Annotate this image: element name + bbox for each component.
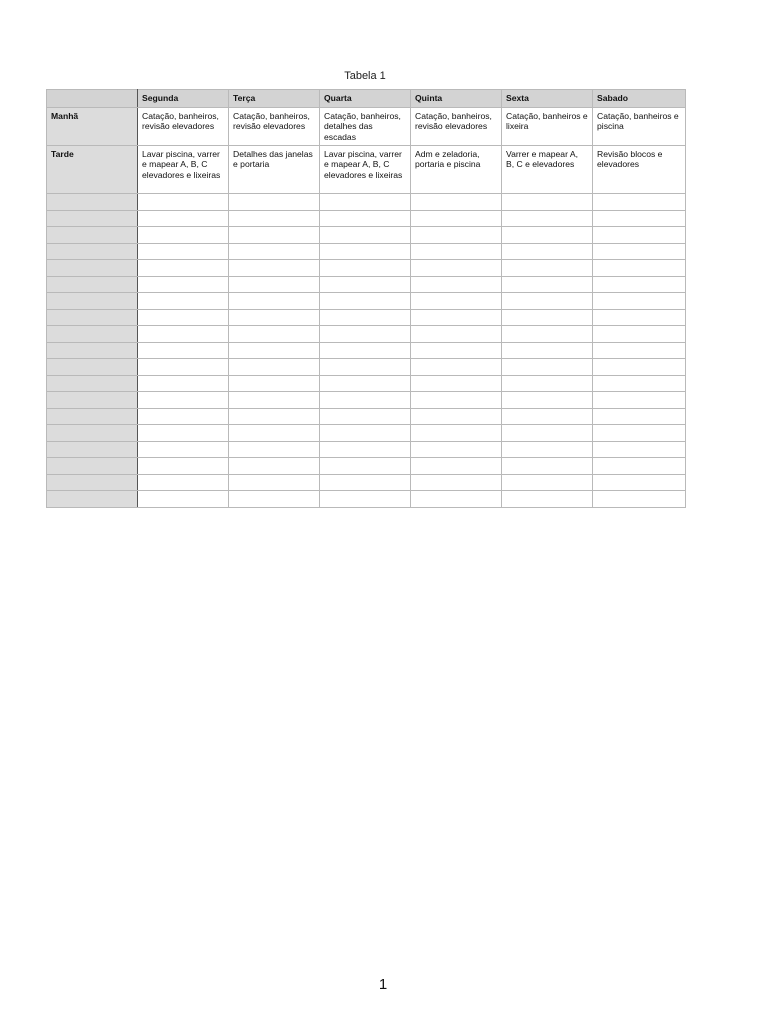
empty-row-label-cell[interactable] xyxy=(47,309,138,326)
header-corner-cell[interactable] xyxy=(47,90,138,108)
empty-table-cell[interactable] xyxy=(320,491,411,508)
empty-table-row xyxy=(47,326,686,343)
empty-table-cell[interactable] xyxy=(138,375,229,392)
empty-table-cell[interactable] xyxy=(320,326,411,343)
empty-table-row xyxy=(47,458,686,475)
empty-table-cell[interactable] xyxy=(138,425,229,442)
empty-table-cell[interactable] xyxy=(411,227,502,244)
empty-table-row xyxy=(47,260,686,277)
page-number: 1 xyxy=(378,976,388,993)
empty-table-cell[interactable] xyxy=(411,326,502,343)
table-cell[interactable]: Detalhes das janelas e portaria xyxy=(229,146,320,194)
empty-table-cell[interactable] xyxy=(320,260,411,277)
table-cell[interactable]: Lavar piscina, varrer e mapear A, B, C elevadores e lixeiras xyxy=(320,146,411,194)
empty-table-cell[interactable] xyxy=(593,194,686,211)
empty-table-row xyxy=(47,276,686,293)
empty-table-cell[interactable] xyxy=(138,243,229,260)
empty-table-cell[interactable] xyxy=(593,326,686,343)
empty-table-cell[interactable] xyxy=(502,309,593,326)
empty-table-cell[interactable] xyxy=(502,293,593,310)
header-cell-quinta[interactable]: Quinta xyxy=(411,90,502,108)
empty-table-cell[interactable] xyxy=(229,458,320,475)
empty-table-cell[interactable] xyxy=(411,474,502,491)
empty-table-cell[interactable] xyxy=(502,408,593,425)
table-cell[interactable]: Varrer e mapear A, B, C e elevadores xyxy=(502,146,593,194)
empty-table-cell[interactable] xyxy=(502,243,593,260)
empty-row-label-cell[interactable] xyxy=(47,425,138,442)
table-cell[interactable]: Adm e zeladoria, portaria e piscina xyxy=(411,146,502,194)
empty-table-cell[interactable] xyxy=(593,293,686,310)
empty-row-label-cell[interactable] xyxy=(47,392,138,409)
empty-table-cell[interactable] xyxy=(138,474,229,491)
empty-table-cell[interactable] xyxy=(593,243,686,260)
empty-table-cell[interactable] xyxy=(320,441,411,458)
empty-table-cell[interactable] xyxy=(320,227,411,244)
empty-table-cell[interactable] xyxy=(593,342,686,359)
empty-table-cell[interactable] xyxy=(229,260,320,277)
empty-table-cell[interactable] xyxy=(320,425,411,442)
table-cell[interactable]: Revisão blocos e elevadores xyxy=(593,146,686,194)
empty-table-cell[interactable] xyxy=(229,293,320,310)
empty-table-row xyxy=(47,441,686,458)
empty-row-label-cell[interactable] xyxy=(47,342,138,359)
empty-table-row xyxy=(47,210,686,227)
empty-table-cell[interactable] xyxy=(229,342,320,359)
header-cell-sexta[interactable]: Sexta xyxy=(502,90,593,108)
table-cell[interactable]: Catação, banheiros e lixeira xyxy=(502,108,593,146)
table-cell[interactable]: Catação, banheiros, revisão elevadores xyxy=(229,108,320,146)
empty-table-cell[interactable] xyxy=(593,309,686,326)
empty-table-cell[interactable] xyxy=(320,194,411,211)
table-cell[interactable]: Catação, banheiros e piscina xyxy=(593,108,686,146)
header-cell-sabado[interactable]: Sabado xyxy=(593,90,686,108)
empty-table-cell[interactable] xyxy=(593,359,686,376)
empty-row-label-cell[interactable] xyxy=(47,293,138,310)
empty-table-cell[interactable] xyxy=(229,243,320,260)
empty-table-cell[interactable] xyxy=(502,210,593,227)
empty-table-cell[interactable] xyxy=(593,441,686,458)
empty-table-cell[interactable] xyxy=(593,408,686,425)
empty-table-cell[interactable] xyxy=(411,342,502,359)
empty-table-cell[interactable] xyxy=(138,392,229,409)
header-cell-quarta[interactable]: Quarta xyxy=(320,90,411,108)
empty-row-label-cell[interactable] xyxy=(47,491,138,508)
empty-row-label-cell[interactable] xyxy=(47,243,138,260)
empty-table-cell[interactable] xyxy=(320,474,411,491)
empty-table-cell[interactable] xyxy=(229,392,320,409)
empty-table-cell[interactable] xyxy=(320,342,411,359)
empty-table-cell[interactable] xyxy=(229,474,320,491)
empty-row-label-cell[interactable] xyxy=(47,408,138,425)
empty-table-cell[interactable] xyxy=(138,276,229,293)
empty-row-label-cell[interactable] xyxy=(47,227,138,244)
table-cell[interactable]: Catação, banheiros, revisão elevadores xyxy=(411,108,502,146)
empty-table-cell[interactable] xyxy=(411,309,502,326)
empty-row-label-cell[interactable] xyxy=(47,474,138,491)
empty-table-cell[interactable] xyxy=(593,491,686,508)
header-cell-terca[interactable]: Terça xyxy=(229,90,320,108)
empty-table-cell[interactable] xyxy=(411,375,502,392)
empty-table-cell[interactable] xyxy=(138,293,229,310)
empty-row-label-cell[interactable] xyxy=(47,326,138,343)
empty-table-cell[interactable] xyxy=(138,326,229,343)
empty-table-cell[interactable] xyxy=(138,458,229,475)
table-cell[interactable]: Lavar piscina, varrer e mapear A, B, C elevadores e lixeiras xyxy=(138,146,229,194)
empty-table-cell[interactable] xyxy=(229,375,320,392)
empty-table-cell[interactable] xyxy=(320,210,411,227)
empty-row-label-cell[interactable] xyxy=(47,194,138,211)
empty-table-cell[interactable] xyxy=(502,227,593,244)
empty-table-row xyxy=(47,309,686,326)
empty-table-row xyxy=(47,194,686,211)
empty-table-row xyxy=(47,293,686,310)
empty-table-cell[interactable] xyxy=(502,342,593,359)
table-row-tarde xyxy=(47,146,686,194)
empty-table-cell[interactable] xyxy=(502,425,593,442)
empty-table-cell[interactable] xyxy=(320,458,411,475)
empty-table-cell[interactable] xyxy=(229,227,320,244)
empty-table-cell[interactable] xyxy=(411,210,502,227)
empty-table-cell[interactable] xyxy=(411,293,502,310)
empty-table-cell[interactable] xyxy=(320,408,411,425)
empty-table-cell[interactable] xyxy=(138,194,229,211)
empty-table-cell[interactable] xyxy=(411,458,502,475)
empty-table-cell[interactable] xyxy=(138,227,229,244)
empty-table-cell[interactable] xyxy=(320,309,411,326)
table-row-manha xyxy=(47,108,686,146)
empty-table-row xyxy=(47,359,686,376)
empty-table-cell[interactable] xyxy=(320,392,411,409)
empty-table-row xyxy=(47,425,686,442)
empty-table-cell[interactable] xyxy=(411,408,502,425)
empty-table-cell[interactable] xyxy=(593,227,686,244)
empty-table-cell[interactable] xyxy=(411,243,502,260)
empty-table-row xyxy=(47,392,686,409)
empty-table-row xyxy=(47,243,686,260)
empty-table-cell[interactable] xyxy=(593,375,686,392)
empty-table-cell[interactable] xyxy=(138,342,229,359)
empty-table-cell[interactable] xyxy=(593,210,686,227)
empty-table-cell[interactable] xyxy=(229,210,320,227)
empty-table-cell[interactable] xyxy=(502,458,593,475)
empty-row-label-cell[interactable] xyxy=(47,210,138,227)
empty-table-cell[interactable] xyxy=(138,408,229,425)
empty-row-label-cell[interactable] xyxy=(47,359,138,376)
table-cell[interactable]: Catação, banheiros, detalhes das escadas xyxy=(320,108,411,146)
empty-table-cell[interactable] xyxy=(411,194,502,211)
empty-table-cell[interactable] xyxy=(138,359,229,376)
empty-table-cell[interactable] xyxy=(229,491,320,508)
empty-table-cell[interactable] xyxy=(229,441,320,458)
empty-row-label-cell[interactable] xyxy=(47,260,138,277)
row-label-tarde[interactable]: Tarde xyxy=(47,146,138,194)
empty-table-cell[interactable] xyxy=(411,491,502,508)
empty-table-cell[interactable] xyxy=(502,491,593,508)
header-row xyxy=(47,90,686,108)
empty-table-cell[interactable] xyxy=(320,243,411,260)
empty-table-cell[interactable] xyxy=(502,474,593,491)
empty-table-row xyxy=(47,408,686,425)
empty-table-cell[interactable] xyxy=(411,359,502,376)
row-label-manha[interactable]: Manhã xyxy=(47,108,138,146)
empty-table-cell[interactable] xyxy=(320,375,411,392)
empty-table-cell[interactable] xyxy=(502,260,593,277)
empty-table-row xyxy=(47,342,686,359)
empty-table-row xyxy=(47,227,686,244)
empty-row-label-cell[interactable] xyxy=(47,458,138,475)
empty-table-cell[interactable] xyxy=(593,458,686,475)
empty-row-label-cell[interactable] xyxy=(47,375,138,392)
empty-table-cell[interactable] xyxy=(138,260,229,277)
empty-table-cell[interactable] xyxy=(320,293,411,310)
empty-table-cell[interactable] xyxy=(229,326,320,343)
empty-table-row xyxy=(47,474,686,491)
empty-table-cell[interactable] xyxy=(229,359,320,376)
empty-table-cell[interactable] xyxy=(593,260,686,277)
empty-table-cell[interactable] xyxy=(138,441,229,458)
empty-table-cell[interactable] xyxy=(229,309,320,326)
empty-table-cell[interactable] xyxy=(593,392,686,409)
empty-table-cell[interactable] xyxy=(138,210,229,227)
empty-table-cell[interactable] xyxy=(593,276,686,293)
table-title: Tabela 1 xyxy=(344,70,386,82)
empty-row-label-cell[interactable] xyxy=(47,441,138,458)
empty-table-cell[interactable] xyxy=(411,441,502,458)
empty-table-cell[interactable] xyxy=(229,276,320,293)
empty-table-cell[interactable] xyxy=(502,392,593,409)
empty-table-cell[interactable] xyxy=(411,392,502,409)
empty-table-cell[interactable] xyxy=(229,425,320,442)
empty-table-cell[interactable] xyxy=(229,194,320,211)
empty-table-cell[interactable] xyxy=(411,425,502,442)
empty-table-cell[interactable] xyxy=(138,309,229,326)
empty-table-cell[interactable] xyxy=(138,491,229,508)
empty-table-cell[interactable] xyxy=(502,375,593,392)
empty-table-cell[interactable] xyxy=(229,408,320,425)
empty-table-cell[interactable] xyxy=(502,276,593,293)
empty-table-row xyxy=(47,491,686,508)
schedule-table xyxy=(46,89,686,508)
empty-table-cell[interactable] xyxy=(593,474,686,491)
empty-table-cell[interactable] xyxy=(502,326,593,343)
empty-row-label-cell[interactable] xyxy=(47,276,138,293)
empty-table-cell[interactable] xyxy=(502,441,593,458)
empty-table-cell[interactable] xyxy=(502,194,593,211)
empty-table-cell[interactable] xyxy=(502,359,593,376)
empty-table-cell[interactable] xyxy=(320,359,411,376)
empty-table-cell[interactable] xyxy=(411,260,502,277)
empty-table-cell[interactable] xyxy=(411,276,502,293)
table-cell[interactable]: Catação, banheiros, revisão elevadores xyxy=(138,108,229,146)
empty-table-row xyxy=(47,375,686,392)
empty-table-cell[interactable] xyxy=(320,276,411,293)
header-cell-segunda[interactable]: Segunda xyxy=(138,90,229,108)
empty-table-cell[interactable] xyxy=(593,425,686,442)
